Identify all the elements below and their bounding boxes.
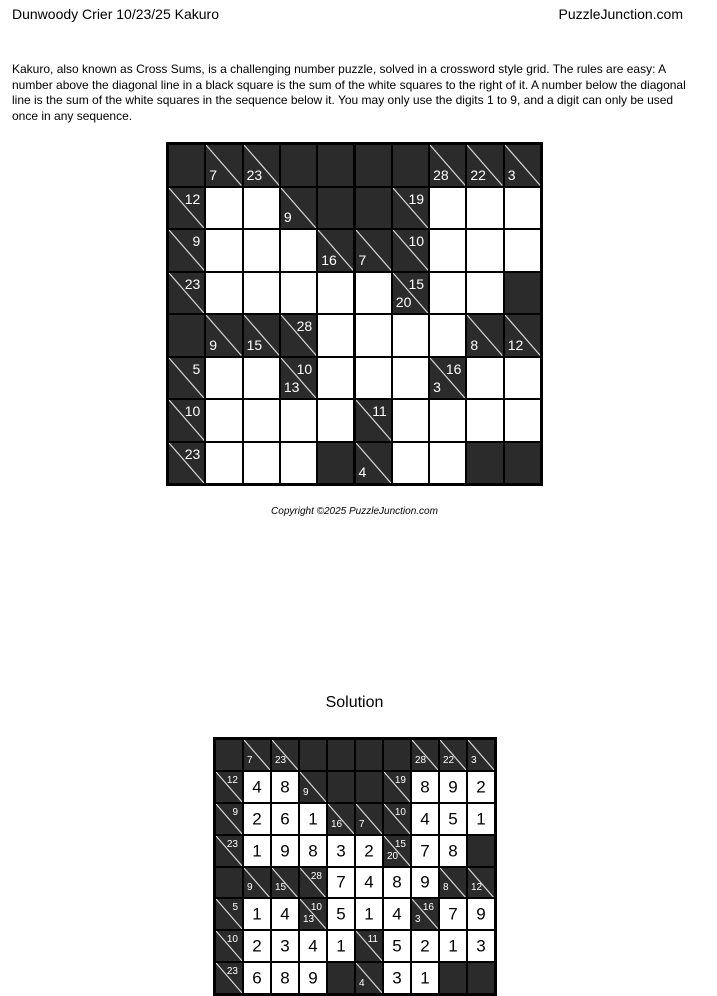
solution-black-cell — [243, 739, 271, 771]
puzzle-white-cell — [392, 399, 429, 442]
solution-white-cell — [467, 898, 495, 930]
puzzle-white-cell — [466, 272, 503, 315]
puzzle-white-cell — [243, 399, 280, 442]
across-clue: 23 — [226, 966, 238, 978]
solution-black-cell — [299, 867, 327, 899]
puzzle-black-cell — [317, 229, 354, 272]
puzzle-white-cell — [317, 314, 354, 357]
clue-diagonal-line — [216, 804, 242, 834]
across-clue: 15 — [408, 275, 425, 292]
puzzle-white-cell — [205, 399, 242, 442]
across-clue: 10 — [184, 403, 201, 419]
solution-digit: 1 — [364, 904, 374, 924]
solution-digit: 8 — [280, 968, 290, 988]
across-clue: 5 — [192, 360, 201, 377]
puzzle-grid — [166, 142, 543, 486]
solution-white-cell — [355, 835, 383, 867]
solution-black-cell — [215, 771, 243, 803]
down-clue: 12 — [471, 882, 483, 894]
solution-digit: 4 — [280, 904, 290, 924]
down-clue: 13 — [283, 379, 300, 395]
puzzle-white-cell — [317, 399, 354, 442]
solution-digit: 1 — [252, 841, 262, 861]
across-clue: 16 — [422, 902, 434, 914]
solution-digit: 8 — [420, 777, 430, 797]
down-clue: 16 — [331, 818, 343, 830]
solution-digit: 9 — [420, 872, 430, 892]
solution-digit: 2 — [252, 809, 262, 829]
solution-digit: 4 — [364, 872, 374, 892]
puzzle-white-cell — [429, 187, 466, 230]
solution-digit: 1 — [336, 936, 346, 956]
puzzle-white-cell — [280, 229, 317, 272]
solution-white-cell — [411, 771, 439, 803]
down-clue: 23 — [246, 166, 263, 183]
solution-digit: 9 — [448, 777, 458, 797]
down-clue: 7 — [247, 754, 253, 766]
solution-digit: 5 — [392, 936, 402, 956]
down-clue: 7 — [209, 166, 218, 183]
solution-digit: 3 — [392, 968, 402, 988]
across-clue: 9 — [192, 233, 201, 249]
solution-white-cell — [243, 835, 271, 867]
puzzle-black-cell — [280, 314, 317, 357]
solution-white-cell — [243, 898, 271, 930]
down-clue: 22 — [443, 754, 455, 766]
puzzle-black-cell — [205, 144, 242, 187]
puzzle-black-cell — [429, 357, 466, 400]
solution-black-cell — [383, 803, 411, 835]
down-clue: 8 — [470, 336, 479, 353]
across-clue: 19 — [394, 774, 406, 786]
down-clue: 7 — [358, 251, 367, 268]
solution-black-cell — [215, 962, 243, 994]
puzzle-white-cell — [429, 399, 466, 442]
solution-digit: 6 — [252, 968, 262, 988]
down-clue: 28 — [433, 166, 449, 183]
solution-white-cell — [439, 898, 467, 930]
solution-digit: 3 — [476, 936, 486, 956]
puzzle-black-cell — [466, 442, 503, 485]
puzzle-white-cell — [504, 399, 541, 442]
puzzle-white-cell — [205, 357, 242, 400]
down-clue: 16 — [321, 251, 337, 268]
puzzle-black-cell — [168, 229, 205, 272]
down-clue: 4 — [358, 464, 367, 480]
solution-black-cell — [271, 867, 299, 899]
across-clue: 28 — [310, 870, 322, 882]
puzzle-white-cell — [280, 399, 317, 442]
across-clue: 11 — [372, 403, 387, 419]
puzzle-black-cell — [168, 314, 205, 357]
solution-white-cell — [383, 962, 411, 994]
across-clue: 19 — [408, 190, 425, 207]
solution-black-cell — [215, 867, 243, 899]
puzzle-white-cell — [205, 187, 242, 230]
solution-digit: 9 — [476, 904, 486, 924]
solution-black-cell — [383, 739, 411, 771]
solution-black-cell — [327, 739, 355, 771]
solution-black-cell — [383, 835, 411, 867]
across-clue: 23 — [184, 445, 201, 462]
across-clue: 10 — [296, 360, 313, 377]
solution-black-cell — [439, 739, 467, 771]
puzzle-black-cell — [392, 187, 429, 230]
down-clue: 8 — [443, 882, 449, 894]
puzzle-white-cell — [243, 187, 280, 230]
puzzle-black-cell — [168, 357, 205, 400]
solution-black-cell — [327, 771, 355, 803]
puzzle-black-cell — [243, 314, 280, 357]
puzzle-white-cell — [205, 442, 242, 485]
across-clue: 10 — [394, 806, 406, 818]
solution-digit: 3 — [280, 936, 290, 956]
solution-white-cell — [383, 930, 411, 962]
solution-white-cell — [299, 803, 327, 835]
puzzle-white-cell — [466, 229, 503, 272]
solution-black-cell — [383, 771, 411, 803]
down-clue: 4 — [359, 978, 365, 989]
puzzle-black-cell — [317, 144, 354, 187]
solution-white-cell — [271, 930, 299, 962]
solution-digit: 2 — [476, 777, 486, 797]
solution-digit: 1 — [448, 936, 458, 956]
across-clue: 10 — [226, 934, 238, 946]
down-clue: 20 — [387, 850, 399, 862]
solution-white-cell — [439, 771, 467, 803]
solution-white-cell — [271, 962, 299, 994]
down-clue: 3 — [415, 914, 421, 926]
solution-black-cell — [467, 962, 495, 994]
puzzle-white-cell — [504, 229, 541, 272]
across-clue: 23 — [184, 275, 201, 292]
puzzle-black-cell — [168, 272, 205, 315]
solution-black-cell — [215, 803, 243, 835]
puzzle-white-cell — [504, 357, 541, 400]
across-clue: 10 — [408, 233, 425, 249]
solution-digit: 4 — [252, 777, 262, 797]
solution-white-cell — [327, 898, 355, 930]
solution-white-cell — [271, 898, 299, 930]
solution-digit: 8 — [308, 841, 318, 861]
solution-digit: 7 — [336, 872, 346, 892]
puzzle-black-cell — [466, 314, 503, 357]
puzzle-black-cell — [355, 187, 392, 230]
solution-digit: 2 — [364, 841, 374, 861]
solution-digit: 3 — [336, 841, 346, 861]
solution-black-cell — [355, 803, 383, 835]
across-clue: 12 — [184, 190, 201, 207]
solution-white-cell — [327, 930, 355, 962]
solution-white-cell — [243, 930, 271, 962]
down-clue: 22 — [470, 166, 486, 183]
solution-black-cell — [467, 739, 495, 771]
solution-digit: 7 — [448, 904, 458, 924]
solution-digit: 4 — [420, 809, 430, 829]
solution-white-cell — [383, 867, 411, 899]
solution-white-cell — [271, 771, 299, 803]
puzzle-white-cell — [355, 272, 392, 315]
puzzle-white-cell — [392, 357, 429, 400]
puzzle-white-cell — [280, 272, 317, 315]
puzzle-black-cell — [504, 314, 541, 357]
puzzle-white-cell — [355, 314, 392, 357]
puzzle-black-cell — [168, 187, 205, 230]
solution-black-cell — [243, 867, 271, 899]
down-clue: 15 — [246, 336, 263, 353]
down-clue: 7 — [359, 818, 365, 830]
solution-white-cell — [243, 962, 271, 994]
down-clue: 9 — [303, 786, 309, 798]
puzzle-white-cell — [429, 314, 466, 357]
across-clue: 15 — [394, 838, 406, 850]
solution-digit: 1 — [420, 968, 430, 988]
down-clue: 28 — [415, 754, 427, 766]
intro-text: Kakuro, also known as Cross Sums, is a challenging number puzzle, solved in a crossword style grid. The rules are easy: A number above the diagonal line in a black square is the sum of the white squares to the right of it. A number below the diagonal line is the sum of the white squares in the sequence below it. You may only use the digits 1 to 9, and a digit can only be used once in any sequence. — [12, 62, 686, 123]
solution-black-cell — [355, 739, 383, 771]
solution-black-cell — [215, 930, 243, 962]
solution-white-cell — [299, 930, 327, 962]
solution-black-cell — [215, 739, 243, 771]
solution-digit: 8 — [392, 872, 402, 892]
solution-white-cell — [383, 898, 411, 930]
down-clue: 20 — [395, 294, 412, 310]
solution-digit: 2 — [252, 936, 262, 956]
solution-digit: 6 — [280, 809, 290, 829]
puzzle-black-cell — [168, 144, 205, 187]
puzzle-white-cell — [243, 272, 280, 315]
solution-white-cell — [243, 803, 271, 835]
down-clue: 3 — [433, 379, 441, 395]
down-clue: 15 — [275, 882, 287, 894]
solution-white-cell — [411, 835, 439, 867]
across-clue: 11 — [367, 934, 378, 946]
solution-white-cell — [411, 867, 439, 899]
puzzle-white-cell — [205, 229, 242, 272]
puzzle-white-cell — [317, 357, 354, 400]
puzzle-black-cell — [280, 357, 317, 400]
puzzle-white-cell — [466, 399, 503, 442]
solution-black-cell — [355, 771, 383, 803]
solution-digit: 4 — [392, 904, 402, 924]
down-clue: 3 — [507, 166, 516, 183]
solution-digit: 8 — [448, 841, 458, 861]
solution-white-cell — [327, 835, 355, 867]
solution-title: Solution — [325, 694, 384, 711]
puzzle-black-cell — [392, 229, 429, 272]
puzzle-black-cell — [504, 144, 541, 187]
across-clue: 23 — [226, 838, 238, 850]
puzzle-white-cell — [504, 187, 541, 230]
puzzle-white-cell — [392, 314, 429, 357]
solution-grid — [213, 737, 497, 996]
solution-black-cell — [355, 930, 383, 962]
puzzle-white-cell — [429, 272, 466, 315]
puzzle-black-cell — [280, 187, 317, 230]
solution-black-cell — [439, 962, 467, 994]
puzzle-black-cell — [317, 442, 354, 485]
puzzle-black-cell — [466, 144, 503, 187]
copyright-text: Copyright ©2025 PuzzleJunction.com — [271, 506, 438, 517]
down-clue: 9 — [247, 882, 253, 894]
solution-digit: 5 — [336, 904, 346, 924]
puzzle-black-cell — [243, 144, 280, 187]
solution-white-cell — [327, 867, 355, 899]
puzzle-black-cell — [355, 399, 392, 442]
puzzle-white-cell — [466, 187, 503, 230]
solution-digit: 1 — [476, 809, 486, 829]
solution-black-cell — [299, 739, 327, 771]
solution-black-cell — [299, 771, 327, 803]
puzzle-white-cell — [466, 357, 503, 400]
puzzle-black-cell — [355, 442, 392, 485]
puzzle-white-cell — [355, 357, 392, 400]
solution-digit: 9 — [308, 968, 318, 988]
puzzle-black-cell — [280, 144, 317, 187]
down-clue: 12 — [507, 336, 524, 353]
puzzle-white-cell — [429, 442, 466, 485]
solution-white-cell — [355, 867, 383, 899]
solution-digit: 1 — [252, 904, 262, 924]
solution-white-cell — [271, 835, 299, 867]
down-clue: 13 — [303, 914, 315, 926]
solution-white-cell — [411, 930, 439, 962]
puzzle-black-cell — [355, 144, 392, 187]
solution-white-cell — [439, 835, 467, 867]
across-clue: 10 — [310, 902, 322, 914]
solution-black-cell — [271, 739, 299, 771]
solution-white-cell — [243, 771, 271, 803]
solution-black-cell — [215, 898, 243, 930]
solution-digit: 1 — [308, 809, 318, 829]
puzzle-black-cell — [392, 272, 429, 315]
solution-black-cell — [467, 835, 495, 867]
solution-black-cell — [355, 962, 383, 994]
solution-white-cell — [271, 803, 299, 835]
solution-white-cell — [439, 930, 467, 962]
puzzle-black-cell — [168, 442, 205, 485]
puzzle-black-cell — [504, 442, 541, 485]
puzzle-white-cell — [243, 357, 280, 400]
solution-white-cell — [299, 962, 327, 994]
puzzle-black-cell — [355, 229, 392, 272]
header-title: Dunwoody Crier 10/23/25 Kakuro — [12, 6, 220, 22]
solution-black-cell — [327, 803, 355, 835]
across-clue: 9 — [232, 806, 238, 818]
solution-black-cell — [411, 739, 439, 771]
down-clue: 3 — [471, 754, 477, 766]
puzzle-white-cell — [392, 442, 429, 485]
puzzle-white-cell — [243, 442, 280, 485]
solution-black-cell — [467, 867, 495, 899]
puzzle-white-cell — [205, 272, 242, 315]
solution-black-cell — [299, 898, 327, 930]
solution-digit: 8 — [280, 777, 290, 797]
puzzle-white-cell — [243, 229, 280, 272]
across-clue: 28 — [296, 318, 313, 334]
puzzle-black-cell — [392, 144, 429, 187]
solution-digit: 2 — [420, 936, 430, 956]
solution-black-cell — [327, 962, 355, 994]
solution-digit: 5 — [448, 809, 458, 829]
puzzle-white-cell — [280, 442, 317, 485]
solution-white-cell — [467, 771, 495, 803]
puzzle-white-cell — [317, 272, 354, 315]
solution-white-cell — [467, 930, 495, 962]
solution-black-cell — [439, 867, 467, 899]
solution-black-cell — [411, 898, 439, 930]
puzzle-black-cell — [429, 144, 466, 187]
across-clue: 16 — [445, 360, 462, 377]
solution-white-cell — [355, 898, 383, 930]
solution-black-cell — [215, 835, 243, 867]
puzzle-black-cell — [504, 272, 541, 315]
solution-white-cell — [439, 803, 467, 835]
puzzle-black-cell — [205, 314, 242, 357]
solution-digit: 7 — [420, 841, 430, 861]
solution-white-cell — [467, 803, 495, 835]
solution-digit: 9 — [280, 841, 290, 861]
puzzle-black-cell — [317, 187, 354, 230]
down-clue: 9 — [283, 209, 292, 225]
puzzle-white-cell — [429, 229, 466, 272]
across-clue: 12 — [226, 774, 238, 786]
solution-white-cell — [411, 962, 439, 994]
across-clue: 5 — [232, 902, 238, 914]
solution-white-cell — [299, 835, 327, 867]
down-clue: 23 — [275, 754, 287, 766]
down-clue: 9 — [209, 336, 218, 353]
puzzle-black-cell — [168, 399, 205, 442]
header-site: PuzzleJunction.com — [558, 6, 683, 22]
solution-white-cell — [411, 803, 439, 835]
clue-diagonal-line — [216, 899, 242, 929]
solution-digit: 4 — [308, 936, 318, 956]
